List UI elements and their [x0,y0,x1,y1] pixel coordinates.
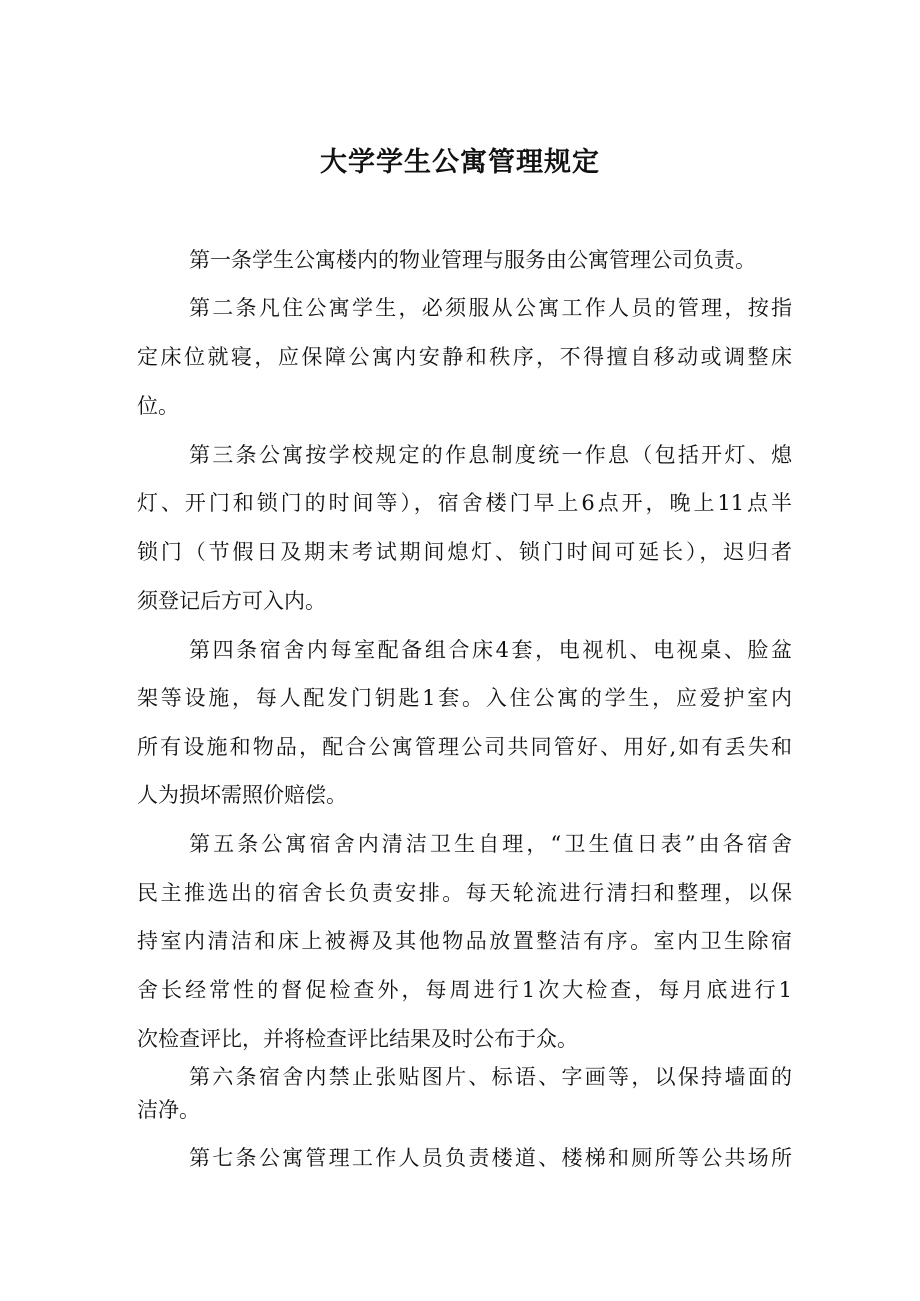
text-line: 所有设施和物品，配合公寓管理公司共同管好、用好,如有丢失和 [137,735,792,759]
text-line: 第三条公寓按学校规定的作息制度统一作息（包括开灯、熄 [189,443,792,467]
text-line: 人为损坏需照价赔偿。 [137,783,347,807]
text-line: 第二条凡住公寓学生，必须服从公寓工作人员的管理，按指 [189,296,792,320]
text-line: 第一条学生公寓楼内的物业管理与服务由公寓管理公司负责。 [189,248,756,272]
text-line: 定床位就寝，应保障公寓内安静和秩序，不得擅自移动或调整床 [137,345,792,369]
text-line: 次检查评比，并将检查评比结果及时公布于众。 [137,1027,578,1051]
text-line: 灯、开门和锁门的时间等），宿舍楼门早上6点开，晚上11点半 [137,491,792,515]
text-line: 须登记后方可入内。 [137,589,326,613]
text-line: 第七条公寓管理工作人员负责楼道、楼梯和厕所等公共场所 [189,1146,792,1170]
text-line: 架等设施，每人配发门钥匙1套。入住公寓的学生，应爱护室内 [137,686,792,710]
text-line: 持室内清洁和床上被褥及其他物品放置整洁有序。室内卫生除宿 [137,929,792,953]
text-line: 民主推选出的宿舍长负责安排。每天轮流进行清扫和整理，以保 [137,881,792,905]
text-line: 洁净。 [137,1098,200,1122]
text-line: 第五条公寓宿舍内清洁卫生自理，“卫生值日表”由各宿舍 [189,832,792,856]
text-line: 第六条宿舍内禁止张贴图片、标语、字画等，以保持墙面的 [189,1065,792,1089]
document-title: 大学学生公寓管理规定 [320,147,600,178]
text-line: 锁门（节假日及期末考试期间熄灯、锁门时间可延长），迟归者 [137,540,792,564]
text-line: 第四条宿舍内每室配备组合床4套，电视机、电视桌、脸盆 [189,638,792,662]
text-line: 舍长经常性的督促检查外，每周进行1次大检查，每月底进行1 [137,978,792,1002]
text-line: 位。 [137,394,179,418]
